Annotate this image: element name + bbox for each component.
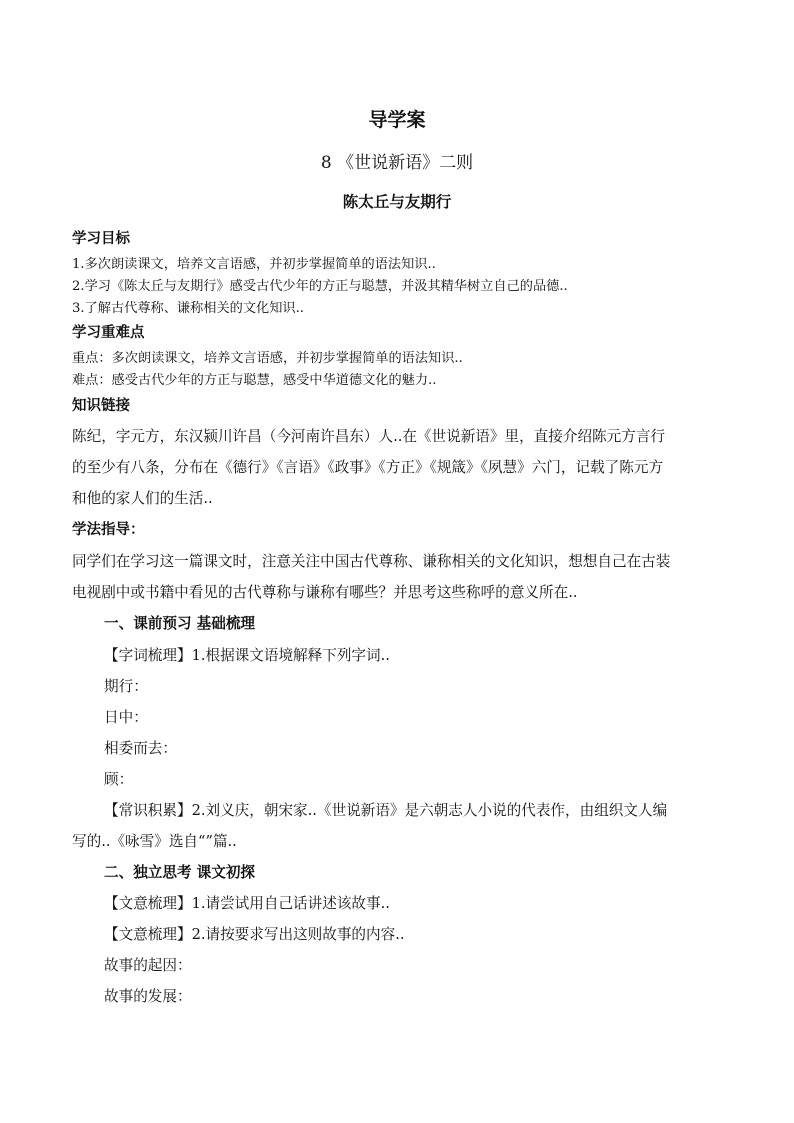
story-development-label: 故事的发展： (104, 988, 192, 1005)
knowledge-line: 和他的家人们的生活.. (72, 490, 213, 507)
objective-item: 1.多次朗读课文，培养文言语感，并初步掌握简单的语法知识.. (72, 257, 436, 272)
method-heading: 学法指导： (72, 522, 145, 538)
method-line: 同学们在学习这一篇课文时，注意关注中国古代尊称、谦称相关的文化知识，想想自己在古装 (72, 553, 671, 570)
vocab-word: 日中： (104, 709, 148, 726)
common-knowledge-line: 【常识积累】2.刘义庆，朝宋家..《世说新语》是六朝志人小说的代表作，由组织文人编 (104, 802, 668, 819)
vocab-word: 相委而去： (104, 740, 177, 757)
objective-item: 3.了解古代尊称、谦称相关的文化知识.. (72, 301, 304, 316)
task-item: 【文意梳理】2.请按要求写出这则故事的内容.. (104, 926, 405, 943)
vocab-word: 顾： (104, 771, 134, 788)
objective-item: 2.学习《陈太丘与友期行》感受古代少年的方正与聪慧，并汲其精华树立自己的品德.. (72, 279, 568, 294)
method-line: 电视剧中或书籍中看见的古代尊称与谦称有哪些？并思考这些称呼的意义所在.. (72, 584, 578, 601)
common-knowledge-line: 写的..《咏雪》选自“”篇.. (72, 833, 237, 850)
vocab-prompt: 【字词梳理】1.根据课文语境解释下列字词.. (104, 647, 390, 664)
key-point-focus: 重点：多次朗读课文，培养文言语感，并初步掌握简单的语法知识.. (72, 351, 463, 366)
knowledge-line: 陈纪，字元方，东汉颍川许昌（今河南许昌东）人..在《世说新语》里，直接介绍陈元方言行 (72, 428, 666, 445)
key-points-heading: 学习重难点 (72, 325, 145, 341)
vocab-word: 期行： (104, 678, 148, 695)
lesson-title: 陈太丘与友期行 (342, 193, 452, 211)
page-title: 导学案 (368, 109, 426, 131)
knowledge-line: 的至少有八条，分布在《德行》《言语》《政事》《方正》《规箴》《夙慧》六门，记载了陈元方 (72, 459, 664, 476)
story-start-label: 故事的起因： (104, 957, 192, 974)
knowledge-heading: 知识链接 (72, 398, 130, 414)
section1-heading: 一、课前预习 基础梳理 (104, 615, 256, 632)
key-point-difficulty: 难点：感受古代少年的方正与聪慧，感受中华道德文化的魅力.. (72, 373, 437, 388)
objectives-heading: 学习目标 (72, 231, 130, 247)
task-item: 【文意梳理】1.请尝试用自己话讲述该故事.. (104, 895, 390, 912)
page-subtitle: 8 《世说新语》二则 (320, 153, 474, 173)
section2-heading: 二、独立思考 课文初探 (104, 864, 256, 881)
